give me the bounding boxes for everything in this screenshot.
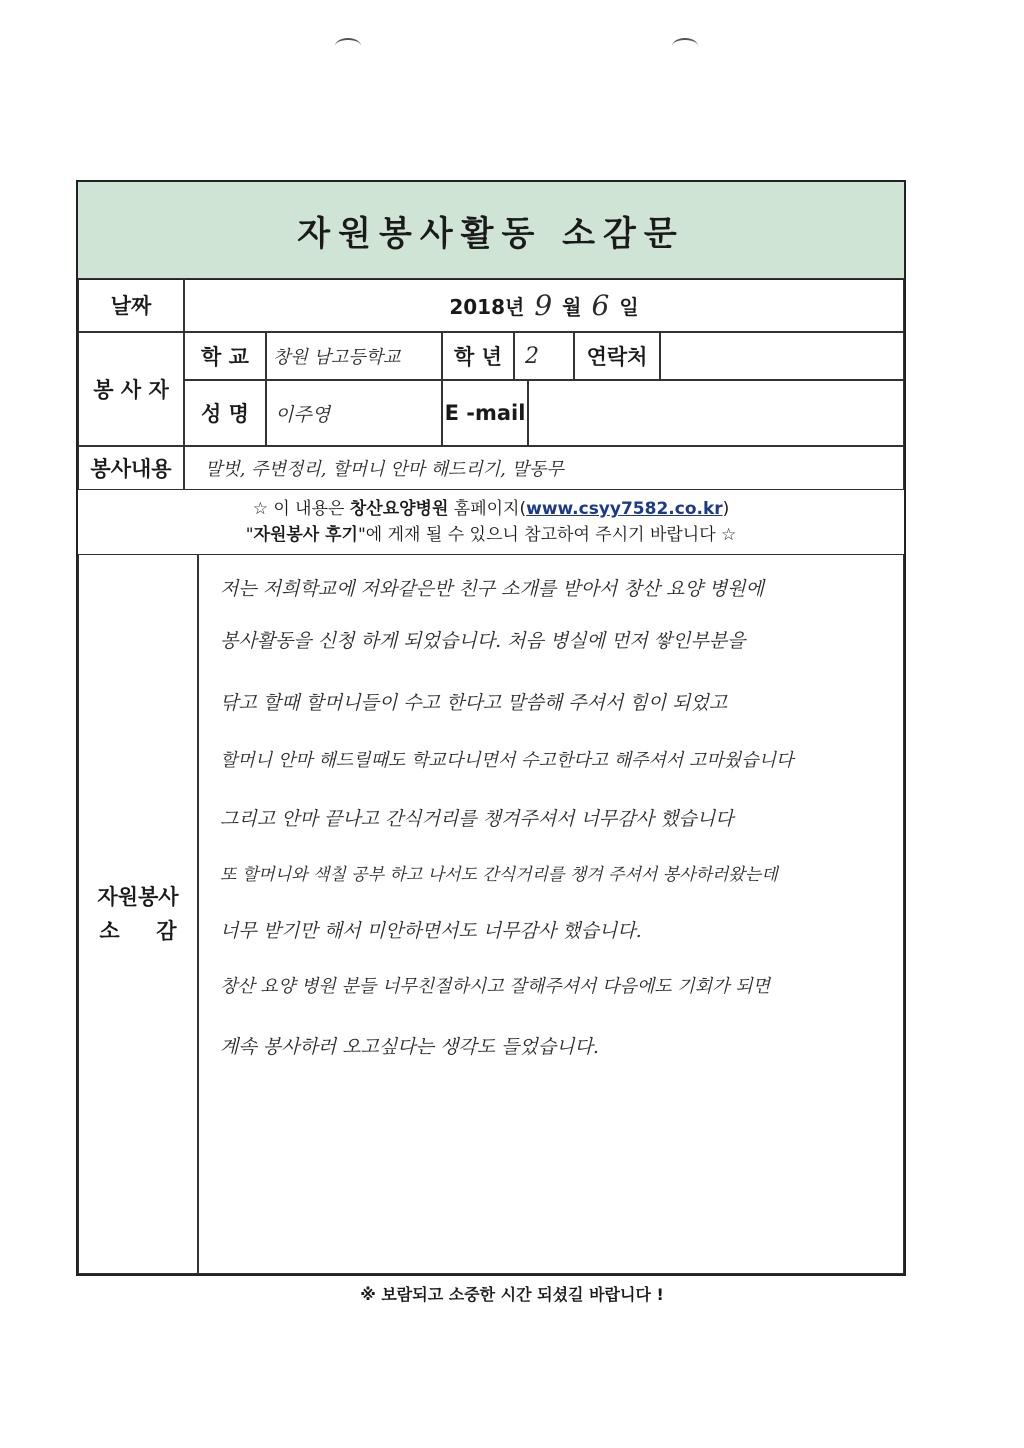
notice-line-1-mid: 홈페이지( bbox=[448, 499, 527, 519]
date-month-unit: 월 bbox=[562, 294, 582, 319]
punch-hole-left bbox=[335, 38, 361, 54]
review-section-name: 자원봉사 후기 bbox=[253, 525, 358, 545]
notice-line-1-post: ) bbox=[722, 499, 730, 519]
essay-line: 계속 봉사하러 오고싶다는 생각도 들었습니다. bbox=[220, 1036, 599, 1058]
footer-message: ※ 보람되고 소중한 시간 되셨길 바랍니다 ! bbox=[360, 1285, 664, 1304]
name-label: 성 명 bbox=[184, 380, 266, 446]
date-month-value: 9 bbox=[534, 288, 553, 322]
contact-label: 연락처 bbox=[574, 332, 660, 380]
grade-value: 2 bbox=[514, 332, 574, 380]
date-label: 날짜 bbox=[78, 278, 184, 332]
school-label: 학 교 bbox=[184, 332, 266, 380]
essay-lines bbox=[198, 554, 904, 1274]
essay-line: 너무 받기만 해서 미안하면서도 너무감사 했습니다. bbox=[220, 920, 642, 942]
essay-label-line-2: 소 감 bbox=[99, 919, 177, 943]
date-day-unit: 일 bbox=[619, 294, 639, 319]
hospital-name: 창산요양병원 bbox=[349, 499, 449, 519]
essay-line: 또 할머니와 색칠 공부 하고 나서도 간식거리를 챙겨 주셔서 봉사하러왔는데 bbox=[220, 865, 778, 885]
essay-label-line-1: 자원봉사 bbox=[97, 885, 179, 909]
essay-line: 닦고 할때 할머니들이 수고 한다고 말씀해 주셔서 힘이 되었고 bbox=[220, 692, 728, 714]
essay-line: 할머니 안마 해드릴때도 학교다니면서 수고한다고 해주셔서 고마웠습니다 bbox=[220, 750, 794, 771]
notice-line-2-pre: " bbox=[245, 525, 254, 545]
contact-value bbox=[660, 332, 904, 380]
essay-line: 저는 저희학교에 저와같은반 친구 소개를 받아서 창산 요양 병원에 bbox=[220, 578, 764, 600]
volunteer-label: 봉 사 자 bbox=[78, 332, 184, 446]
hospital-website-link[interactable]: www.csyy7582.co.kr bbox=[526, 499, 723, 519]
notice-line-2 bbox=[78, 520, 904, 545]
notice-line-1 bbox=[78, 494, 904, 519]
volunteer-form bbox=[76, 180, 906, 1276]
email-label: E -mail bbox=[442, 380, 528, 446]
notice-line-1-pre: ☆ 이 내용은 bbox=[252, 499, 350, 519]
essay-line: 봉사활동을 신청 하게 되었습니다. 처음 병실에 먼저 쌓인부분을 bbox=[220, 630, 746, 652]
date-day-value: 6 bbox=[591, 288, 610, 322]
service-value: 말벗, 주변정리, 할머니 안마 해드리기, 말동무 bbox=[184, 446, 904, 490]
school-value: 창원 남고등학교 bbox=[266, 332, 442, 380]
essay-line: 그리고 안마 끝나고 간식거리를 챙겨주셔서 너무감사 했습니다 bbox=[220, 808, 734, 830]
date-field bbox=[184, 278, 904, 332]
service-label: 봉사내용 bbox=[78, 446, 184, 490]
notice-line-2-post: "에 게재 될 수 있으니 참고하여 주시기 바랍니다 ☆ bbox=[357, 525, 737, 545]
date-year: 2018년 bbox=[449, 294, 525, 319]
essay-line: 창산 요양 병원 분들 너무친절하시고 잘해주셔서 다음에도 기회가 되면 bbox=[220, 976, 771, 997]
email-value bbox=[528, 380, 904, 446]
name-value: 이주영 bbox=[266, 380, 442, 446]
form-title: 자원봉사활동 소감문 bbox=[78, 182, 904, 280]
essay-label bbox=[78, 554, 198, 1274]
punch-hole-right bbox=[672, 38, 698, 54]
grade-label: 학 년 bbox=[442, 332, 514, 380]
